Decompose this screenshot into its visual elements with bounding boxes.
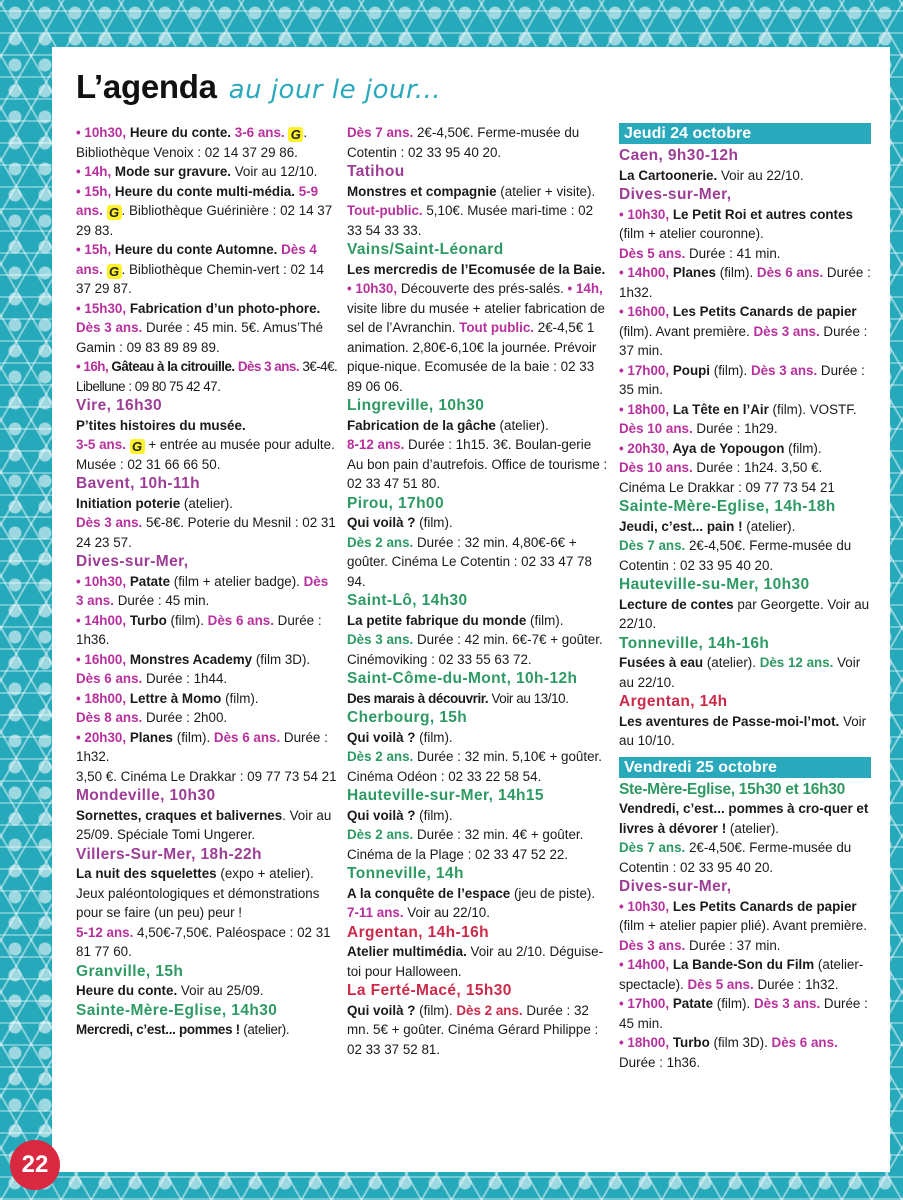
list-item <box>619 302 871 361</box>
event-age: Tout public. <box>455 320 535 335</box>
event-time: • 10h30, <box>619 898 670 914</box>
event-details: . Bibliothèque Venoix : 02 14 37 29 86. <box>76 125 308 160</box>
event-details: (film). <box>710 362 748 378</box>
list-item <box>619 361 871 400</box>
event-title: Fabrication d’un photo-phore. <box>126 300 321 316</box>
list-item <box>347 123 609 162</box>
event-details: Durée : 1h44. <box>142 671 228 686</box>
event-title: Qui voilà ? <box>347 729 416 745</box>
list-item <box>619 712 871 751</box>
event-title: Vendredi, c’est... pommes à cro-quer et livres à dévorer ! <box>619 801 869 836</box>
event-details: (expo + atelier). Jeux paléontologiques et démonstrations pour se faire (un peu) peur ! <box>76 866 320 920</box>
event-age: Dès 6 ans. <box>210 729 281 745</box>
event-details: (atelier-spectacle). <box>619 957 864 992</box>
event-details: . Bibliothèque Chemin-vert : 02 14 37 29 87. <box>76 261 324 296</box>
town-heading: Saint-Lô, 14h30 <box>347 592 468 609</box>
event-age: Dès 7 ans. <box>619 538 686 553</box>
event-title: Turbo <box>126 612 167 628</box>
event-title: Atelier multimédia. <box>347 944 467 959</box>
event-details: Voir au 22/10. <box>619 655 861 690</box>
event-title: Les Petits Canards de papier <box>669 304 857 319</box>
list-item <box>619 1033 871 1072</box>
event-details: Voir au 2/10. Déguise-toi pour Halloween. <box>347 944 604 979</box>
event-age: Dès 7 ans. <box>347 125 414 140</box>
event-title: Mercredi, c’est... pommes ! <box>76 1022 240 1037</box>
list-item <box>76 1020 338 1040</box>
gratuit-icon: G <box>130 439 145 454</box>
event-title: Heure du conte Automne. <box>111 242 278 257</box>
event-details: Durée : 45 min. <box>619 996 868 1031</box>
event-time: • 18h00, <box>619 1035 670 1050</box>
event-title: Les Petits Canards de papier <box>669 898 857 914</box>
list-item <box>347 942 609 981</box>
event-age: 3-6 ans. <box>231 125 285 140</box>
event-age: Dès 7 ans. <box>619 840 686 855</box>
page-number: 22 <box>10 1140 60 1190</box>
town-heading: Vire, 16h30 <box>76 397 162 414</box>
event-details: (film + atelier badge). <box>170 573 300 589</box>
town-heading: Mondeville, 10h30 <box>76 787 216 804</box>
event-age: Dès 12 ans. <box>755 655 834 670</box>
town-heading: Sainte-Mère-Eglise, 14h-18h <box>619 498 836 515</box>
event-age: Dès 3 ans. <box>76 515 143 530</box>
event-time: • 20h30, <box>619 440 670 456</box>
event-details: Durée : 32 min. 4,80€-6€ + goûter. Cinéma Le Cotentin : 02 33 47 78 94. <box>347 534 592 589</box>
event-details: Durée : 1h32. <box>619 265 871 300</box>
event-time: • 15h, <box>76 242 112 257</box>
event-details: (film). <box>713 996 751 1011</box>
event-title: A la conquête de l’espace <box>347 885 511 901</box>
event-title: Fusées à eau <box>619 655 704 670</box>
list-item <box>347 260 609 397</box>
event-age: Dès 3 ans. <box>76 573 329 608</box>
event-title: Initiation poterie <box>76 495 181 511</box>
event-details: Durée : 2h00. <box>142 710 228 725</box>
list-item <box>619 166 871 186</box>
event-age: 8-12 ans. <box>347 437 405 452</box>
event-age: Dès 6 ans. <box>203 612 274 628</box>
event-details: Durée : 1h29. <box>692 421 778 436</box>
town-heading: Argentan, 14h-16h <box>347 923 490 941</box>
town-heading: Argentan, 14h <box>619 693 728 710</box>
event-age: Dès 3 ans. <box>747 362 818 378</box>
event-details: . Bibliothèque Guérinière : 02 14 37 29 83. <box>76 203 333 238</box>
list-item <box>347 884 609 923</box>
list-item <box>76 650 338 689</box>
event-details: Durée : 1h15. 3€. Boulan-gerie Au bon pain d’autrefois. Office de tourisme : 02 33 47 51 80. <box>347 437 608 491</box>
event-details: Voir au 13/10. <box>488 690 569 706</box>
event-age: Dès 3 ans. <box>76 320 143 335</box>
event-title: La Cartoonerie. <box>619 167 718 183</box>
event-time: • 15h, <box>76 183 112 199</box>
event-title: Patate <box>126 573 171 589</box>
town-heading: Dives-sur-Mer, <box>619 878 732 895</box>
list-item <box>76 572 338 611</box>
gratuit-icon: G <box>107 264 122 279</box>
event-time: • 16h00, <box>619 304 670 319</box>
list-item <box>347 806 609 865</box>
town-heading: Sainte-Mère-Eglise, 14h30 <box>76 1001 278 1019</box>
date-band: Jeudi 24 octobre <box>619 123 871 144</box>
event-details: (atelier + visite). <box>496 183 596 199</box>
list-item <box>76 357 338 396</box>
list-item <box>76 806 338 845</box>
event-details: (atelier). <box>180 495 233 511</box>
event-time: • 14h00, <box>619 265 670 280</box>
list-item <box>76 981 338 1001</box>
event-details: (atelier). <box>703 655 756 670</box>
event-time: • 14h, <box>563 281 603 296</box>
event-age: Dès 6 ans. <box>76 671 143 686</box>
event-title: Turbo <box>669 1035 710 1050</box>
event-details: (atelier). <box>742 518 796 534</box>
event-title: Heure du conte. <box>76 983 178 998</box>
list-item <box>76 728 338 767</box>
event-age: Dès 5 ans. <box>683 976 754 992</box>
event-time: • 20h30, <box>76 729 127 745</box>
list-item <box>76 240 338 299</box>
event-age: Dès 2 ans. <box>347 534 414 550</box>
town-heading: Pirou, 17h00 <box>347 494 444 512</box>
town-heading: Lingreville, 10h30 <box>347 397 485 414</box>
event-details: (film). <box>415 515 453 530</box>
town-heading: Dives-sur-Mer, <box>619 186 732 203</box>
list-item <box>619 897 871 956</box>
list-item <box>347 416 609 494</box>
event-details: Durée : 45 min. <box>113 593 210 608</box>
event-age: Dès 10 ans. <box>619 460 693 475</box>
event-details: 4,50€-7,50€. Paléospace : 02 31 81 77 60. <box>76 924 331 959</box>
event-age: 5-12 ans. <box>76 924 134 940</box>
page-title: L’agenda <box>76 68 217 105</box>
event-details: 2€-4,50€. Ferme-musée du Cotentin : 02 33 95 40 20. <box>619 538 852 573</box>
event-title: La nuit des squelettes <box>76 866 217 881</box>
list-item <box>347 728 609 787</box>
event-details: (film). <box>526 612 564 628</box>
event-details: (film). VOSTF. <box>768 401 857 417</box>
event-age: Dès 3 ans. <box>234 359 300 374</box>
event-details: (atelier). <box>495 417 549 433</box>
list-item: 3,50 €. Cinéma Le Drakkar : 09 77 73 54 21 <box>76 768 337 784</box>
event-title: Mode sur gravure. <box>111 164 232 179</box>
event-title: Heure du conte multi-média. <box>111 183 295 199</box>
event-age: Dès 4 ans. <box>76 242 317 277</box>
event-title: P’tites histoires du musée. <box>76 417 246 433</box>
list-item <box>347 513 609 591</box>
event-details: (film). <box>784 440 822 456</box>
town-heading: Cherbourg, 15h <box>347 709 468 726</box>
event-age: Tout-public. <box>347 203 423 218</box>
column-2 <box>347 123 609 1059</box>
event-time: • 10h30, <box>76 573 127 589</box>
event-time: • 18h00, <box>619 401 670 417</box>
event-title: Aya de Yopougon <box>669 440 785 456</box>
event-details: Durée : 32 min. 4€ + goûter. Cinéma de la Plage : 02 33 47 52 22. <box>347 827 584 862</box>
event-details: Voir au 12/10. <box>231 164 318 179</box>
town-heading: Tonneville, 14h-16h <box>619 634 770 652</box>
event-time: • 14h, <box>76 164 112 179</box>
list-item <box>76 689 338 728</box>
event-title: Gâteau à la citrouille. <box>108 359 235 374</box>
list-item <box>347 182 609 241</box>
town-heading: Hauteville-su-Mer, 10h30 <box>619 576 810 593</box>
event-details: (film). <box>173 729 211 745</box>
event-title: Qui voilà ? <box>347 515 416 530</box>
list-item <box>619 955 871 994</box>
event-details: visite libre du musée + atelier fabrication de sel de l’Avranchin. <box>347 300 605 335</box>
event-time: • 10h30, <box>76 125 127 140</box>
event-details: Durée : 1h32. <box>76 729 328 764</box>
event-time: • 16h, <box>76 359 109 374</box>
date-band: Vendredi 25 octobre <box>619 757 871 778</box>
event-details: Durée : 35 min. <box>619 362 865 397</box>
event-details: (film + atelier papier plié). Avant première. <box>619 918 867 933</box>
list-item <box>76 162 338 182</box>
event-title: Fabrication de la gâche <box>347 417 496 433</box>
event-age: 7-11 ans. <box>347 905 404 920</box>
event-title: Le Petit Roi et autres contes <box>669 206 853 222</box>
list-item <box>619 595 871 634</box>
list-item <box>76 123 338 162</box>
list-item <box>76 299 338 358</box>
event-title: Lettre à Momo <box>126 690 222 706</box>
event-details: Voir au 25/09. <box>177 983 264 998</box>
town-heading: Granville, 15h <box>76 962 184 980</box>
event-age: Dès 10 ans. <box>619 421 693 436</box>
event-time: • 17h00, <box>619 996 670 1011</box>
list-item <box>76 416 338 475</box>
event-title: Qui voilà ? <box>347 1002 416 1018</box>
event-title: La Bande-Son du Film <box>669 957 815 972</box>
event-title: Planes <box>126 729 174 745</box>
event-title: Monstres Academy <box>126 651 253 667</box>
town-heading: La Ferté-Macé, 15h30 <box>347 982 512 999</box>
town-heading: Caen, 9h30-12h <box>619 147 739 164</box>
page-title-script: au jour le jour... <box>228 75 442 105</box>
event-details: 2€-4,50€. Ferme-musée du Cotentin : 02 33 95 40 20. <box>347 125 580 160</box>
event-age: Dès 6 ans. <box>753 265 824 280</box>
event-details: Durée : 37 min. <box>685 937 781 953</box>
town-heading: Vains/Saint-Léonard <box>347 241 504 258</box>
event-title: Qui voilà ? <box>347 807 416 823</box>
event-age: Dès 2 ans. <box>452 1002 523 1018</box>
list-item <box>619 400 871 439</box>
list-item <box>619 517 871 576</box>
event-time: • 18h00, <box>76 690 127 706</box>
event-details: Voir au 22/10. <box>403 905 490 920</box>
event-title: Planes <box>669 265 717 280</box>
town-heading: Dives-sur-Mer, <box>76 553 189 570</box>
event-details: Durée : 32 mn. 5€ + goûter. Cinéma Gérard Philippe : 02 33 37 52 81. <box>347 1002 599 1057</box>
event-details: (film 3D). <box>252 651 311 667</box>
event-details: (atelier). <box>726 820 780 836</box>
event-details: (film 3D). <box>709 1035 768 1050</box>
event-time: • 15h30, <box>76 300 127 316</box>
gratuit-icon: G <box>288 127 303 142</box>
event-title: Poupi <box>669 362 711 378</box>
event-age: Dès 2 ans. <box>347 749 414 764</box>
town-heading: Villers-Sur-Mer, 18h-22h <box>76 845 262 863</box>
event-age: Dès 3 ans. <box>750 996 821 1011</box>
event-details: + entrée au musée pour adulte. Musée : 02 31 66 66 50. <box>76 437 335 472</box>
event-title: Monstres et compagnie <box>347 183 497 199</box>
event-age: Dès 8 ans. <box>76 710 143 725</box>
event-details: (film). <box>415 1002 453 1018</box>
town-heading: Tatihou <box>347 163 405 180</box>
event-details: (jeu de piste). <box>510 885 596 901</box>
event-title: Les aventures de Passe-moi-l’mot. <box>619 713 840 729</box>
event-details: 5€-8€. Poterie du Mesnil : 02 31 24 23 57. <box>76 515 336 550</box>
event-details: (film). <box>415 729 453 745</box>
event-details: Durée : 32 min. 5,10€ + goûter. Cinéma Odéon : 02 33 22 58 54. <box>347 749 602 784</box>
town-heading: Hauteville-sur-Mer, 14h15 <box>347 787 544 804</box>
event-details: 5,10€. Musée mari-time : 02 33 54 33 33. <box>347 203 594 238</box>
list-item <box>619 263 871 302</box>
event-title: La petite fabrique du monde <box>347 612 527 628</box>
list-item <box>619 653 871 692</box>
event-details: (film). Avant première. <box>619 323 750 339</box>
list-item <box>619 799 871 877</box>
list-item <box>347 1001 609 1060</box>
event-time: • 17h00, <box>619 362 670 378</box>
town-heading: Ste-Mère-Eglise, 15h30 et 16h30 <box>619 780 845 798</box>
list-item <box>76 182 338 241</box>
event-details: Durée : 1h36. <box>76 612 322 647</box>
column-1 <box>76 123 338 1040</box>
event-time: • 10h30, <box>619 206 670 222</box>
event-age: Dès 3 ans. <box>347 632 414 647</box>
list-item <box>347 611 609 670</box>
event-details: Durée : 41 min. <box>685 245 781 261</box>
event-details: Durée : 1h32. <box>753 976 839 992</box>
event-details: Durée : 42 min. 6€-7€ + goûter. Cinémoviking : 02 33 55 63 72. <box>347 632 603 667</box>
event-age: Dès 5 ans. <box>619 245 686 261</box>
list-item <box>619 994 871 1033</box>
event-title: Patate <box>669 996 714 1011</box>
event-details: par Georgette. Voir au 22/10. <box>619 596 870 631</box>
event-details: 2€-4,50€. Ferme-musée du Cotentin : 02 33 95 40 20. <box>619 840 852 875</box>
event-age: Dès 3 ans. <box>749 323 820 339</box>
event-details: 3€-4€. Libellune : 09 80 75 42 47. <box>76 359 338 394</box>
event-details: (film + atelier couronne). <box>619 226 764 241</box>
event-age: 3-5 ans. <box>76 437 126 452</box>
event-age: 5-9 ans. <box>76 183 319 218</box>
list-item <box>619 439 871 498</box>
event-time: • 10h30, <box>347 281 398 296</box>
event-details: Durée : 37 min. <box>619 323 868 358</box>
event-title: Heure du conte. <box>126 125 232 140</box>
town-heading: Bavent, 10h-11h <box>76 475 201 492</box>
event-details: Voir au 22/10. <box>717 167 804 183</box>
event-time: • 14h00, <box>76 612 127 628</box>
event-details: Durée : 1h36. <box>619 1054 701 1070</box>
event-time: • 14h00, <box>619 957 670 972</box>
event-details: Durée : 1h24. 3,50 €. Cinéma Le Drakkar : 09 77 73 54 21 <box>619 460 835 495</box>
event-details: 2€-4,5€ 1 animation. 2,80€-6,10€ la journée. Prévoir pique-nique. Ecomusée de la baie : 02 33 89 06 06. <box>347 320 597 394</box>
event-age: Dès 2 ans. <box>347 827 414 842</box>
event-title: Sornettes, craques et balivernes <box>76 807 283 823</box>
town-heading: Saint-Côme-du-Mont, 10h-12h <box>347 670 578 687</box>
town-heading: Tonneville, 14h <box>347 865 464 882</box>
list-item <box>347 689 609 709</box>
event-title: Jeudi, c’est... pain ! <box>619 518 743 534</box>
event-details: . Voir au 25/09. Spéciale Tomi Ungerer. <box>76 807 332 842</box>
event-details: (atelier). <box>239 1022 290 1037</box>
list-item <box>76 611 338 650</box>
event-title: Des marais à découvrir. <box>347 690 489 706</box>
event-details: (film). <box>221 690 259 706</box>
column-3 <box>619 123 871 1072</box>
event-details: Voir au 10/10. <box>619 713 867 748</box>
list-item <box>76 864 338 962</box>
event-title: Lecture de contes <box>619 596 734 612</box>
event-time: • 16h00, <box>76 651 127 667</box>
event-details: Durée : 45 min. 5€. Amus’Thé Gamin : 09 83 89 89 89. <box>76 320 324 355</box>
list-item <box>619 205 871 264</box>
event-title: La Tête en l’Air <box>669 401 769 417</box>
event-details: Découverte des prés-salés. <box>397 281 564 296</box>
list-item <box>76 494 338 553</box>
event-details: (film). <box>415 807 453 823</box>
event-details: (film). <box>166 612 204 628</box>
event-title: Les mercredis de l’Ecomusée de la Baie. <box>347 261 606 277</box>
event-age: Dès 3 ans. <box>619 937 686 953</box>
page-header <box>76 68 441 118</box>
event-details: (film). <box>716 265 754 280</box>
event-age: Dès 6 ans. <box>767 1035 838 1050</box>
gratuit-icon: G <box>107 205 122 220</box>
